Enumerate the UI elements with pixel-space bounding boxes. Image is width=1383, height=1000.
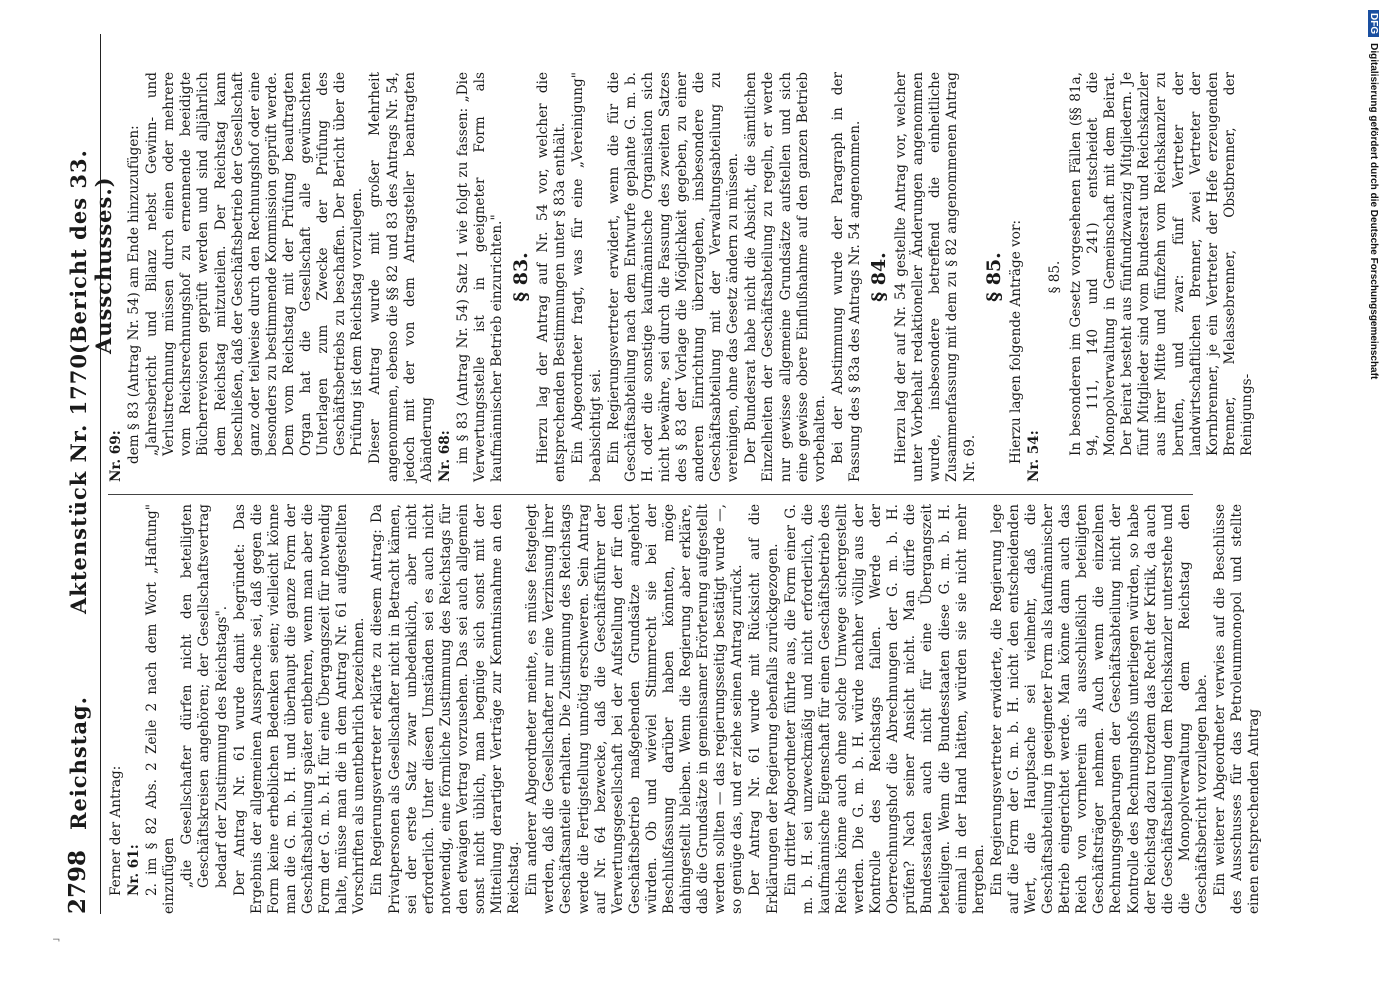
dfg-logo: DFG <box>1368 10 1379 37</box>
paragraph: Ein Regierungsvertreter erklärte zu diesem Antrag: Da Privatpersonen als Gesellschafter nicht in Betracht kämen, sei der erste Satz zwar unbedenklich, aber nicht erforderlich. Unter diesen Umständen sei es auch nicht notwendig, eine förmliche Zustimmung des Reichstags für den etwaigen Vertrag vorzusehen. Das sei auch allgemein sonst nicht üblich, man begnüge sich sonst mit der Mitteilung derartiger Verträge zur Kenntnisnahme an den Reichstag. <box>369 504 523 914</box>
left-column <box>108 504 1263 914</box>
paragraph: Der Antrag Nr. 61 wurde damit begründet: Das Ergebnis der allgemeinen Aussprache sei, daß gegen die Form keine erheblichen Bedenken seien; vielleicht könne man die G. m. b. H. und überhaupt die ganze Form der Geschäftsabteilung später entbehren, wenn man aber die Form der G. m. b. H. für eine Übergangszeit für notwendig halte, müsse man die in dem Antrag Nr. 61 aufgestellten Vorschriften als unentbehrlich bezeichnen. <box>231 504 368 914</box>
quoted-text: „die Gesellschafter dürfen nicht den beteiligten Geschäftskreisen angehören; der Gesellschaftsvertrag bedarf der Zustimmung des Reichstags". <box>179 504 230 888</box>
header-aktenstueck: Aktenstück Nr. 1770. <box>66 344 91 614</box>
page-number: 2798 <box>64 849 91 914</box>
motion-label: Nr. 61: <box>126 844 143 896</box>
right-column <box>108 72 1255 482</box>
paragraph: Dieser Antrag wurde mit großer Mehrheit angenommen, ebenso die §§ 82 und 83 des Antrags Nr. 54, jedoch mit der von dem Antragsteller beantragten Abänderung <box>367 72 435 482</box>
quoted-text: „Jahresbericht und Bilanz nebst Gewinn- und Verlustrechnung müssen durch einen oder mehrere vom Reichsrechnungshof zu ernennende beeidigte Bücherrevisoren geprüft werden und sind alljährlich dem Reichstag mitzuteilen. Der Reichstag kann beschließen, daß der Geschäftsbetrieb der Gesellschaft ganz oder teilweise durch den Rechnungshof oder eine besonders zu bestimmende Kommission geprüft werde. Dem vom Reichstag mit der Prüfung beauftragten Organ hat die Gesellschaft alle gewünschten Unterlagen zum Zwecke der Prüfung des Geschäftsbetriebs zu beschaffen. Der Bericht über die Prüfung ist dem Reichstag vorzulegen. <box>144 72 366 456</box>
paragraph: 2. im § 82 Abs. 2 Zeile 2 nach dem Wort „Haftung" einzufügen <box>144 504 178 914</box>
motion-label: Nr. 69: <box>108 430 124 482</box>
section-heading-83: § 83. <box>510 252 533 302</box>
motion-label: Nr. 54: <box>1025 430 1042 482</box>
column-divider <box>108 494 1193 495</box>
digitization-credit <box>1366 10 1380 995</box>
quoted-text: In besonderen im Gesetz vorgesehenen Fällen (§§ 81a, 94, 111, 140 und 241) entscheidet die Monopolverwaltung in Gemeinschaft mit dem Beirat. Der Beirat besteht aus fünfundzwanzig Mitgliedern. Je fünf Mitglieder sind vom Bundesrat und Reichskanzler aus ihrer Mitte und fünfzehn vom Reichskanzler zu berufen, und zwar: fünf Vertreter der landwirtschaftlichen Brenner, zwei Vertreter der Kornbrenner, je ein Vertreter der Hefe erzeugenden Brenner, Melassebrenner, Obstbrenner, der Reinigungs- <box>1067 72 1255 456</box>
header-bericht: (Bericht des 33. Ausschusses.) <box>66 149 116 354</box>
paragraph: Hierzu lagen folgende Anträge vor: <box>1007 219 1024 464</box>
margin-mark: ¬ <box>52 935 61 946</box>
paragraph: Der Antrag Nr. 61 wurde mit Rücksicht auf die Erklärungen der Regierung ebenfalls zurückgezogen. <box>747 504 781 914</box>
paragraph: Ein Regierungsvertreter erwiderte, die Regierung lege auf die Form der G. m. b. H. nicht den entscheidenden Wert, die Hauptsache sei vielmehr, daß die Geschäftsabteilung in geeigneter Form als kaufmännischer Betrieb eingerichtet werde. Man könne dann auch das Reich von vornherein als ausschließlich beteiligten Geschäftsträger nehmen. Auch wenn die einzelnen Rechnungsgebarungen der Geschäftsabteilung nicht der Kontrolle des Rechnungshofs unterliegen würden, so habe der Reichstag dazu trotzdem das Recht der Kritik, da auch die Geschäftsabteilung dem Reichskanzler unterstehe und die Monopolverwaltung dem Reichstag den Geschäftsbericht vorzulegen habe. <box>988 504 1210 914</box>
paragraph: im § 83 (Antrag Nr. 54) Satz 1 wie folgt zu fassen: „Die Verwertungsstelle ist in geeigneter Form als kaufmännischer Betrieb einzurichten." <box>454 72 506 482</box>
paragraph: Ferner der Antrag: <box>108 765 124 896</box>
motion-label: Nr. 68: <box>436 430 453 482</box>
paragraph: Ein Regierungsvertreter erwidert, wenn die für die Geschäftsabteilung nach dem Entwurfe geplante G. m. b. H. oder die sonstige kaufmännische Organisation sich nicht bewähre, sei durch die Fassung des zweiten Satzes des § 83 der Vorlage die Möglichkeit gegeben, zu einer anderen Einrichtung überzugehen, insbesondere die Geschäftsabteilung mit der Verwaltungsabteilung zu vereinigen, ohne das Gesetz ändern zu müssen. <box>605 72 742 482</box>
section-heading-84: § 84. <box>868 252 891 302</box>
quoted-section-number: § 85. <box>1046 260 1063 294</box>
paragraph: Ein weiterer Abgeordneter verwies auf die Beschlüsse des Ausschusses für das Petroleummonopol und stellte einen entsprechenden Antrag <box>1212 504 1263 914</box>
paragraph: Bei der Abstimmung wurde der Paragraph in der Fassung des § 83a des Antrags Nr. 54 angenommen. <box>829 72 863 482</box>
paragraph: Ein Abgeordneter fragt, was für eine „Vereinigung" beabsichtigt sei. <box>570 72 604 482</box>
paragraph: Hierzu lag der Antrag auf Nr. 54 vor, welcher die entsprechenden Bestimmungen unter § 83a enthält. <box>535 72 569 482</box>
paragraph: dem § 83 (Antrag Nr. 54) am Ende hinzuzufügen: <box>126 125 143 464</box>
paragraph: Der Bundesrat habe nicht die Absicht, die sämtlichen Einzelheiten der Geschäftsabteilung zu regeln, er werde nur gewisse allgemeine Grundsätze aufstellen und sich eine gewisse obere Einflußnahme auf den ganzen Betrieb vorbehalten. <box>743 72 828 482</box>
paragraph: Hierzu lag der auf Nr. 54 gestellte Antrag vor, welcher unter Vorbehalt redaktioneller Änderungen angenommen wurde, insbesondere betreffend die einheitliche Zusammenfassung mit dem zu § 82 angenommenen Antrag Nr. 69. <box>893 72 978 482</box>
header-reichstag: Reichstag. <box>66 696 91 830</box>
section-heading-85: § 85. <box>982 252 1005 302</box>
paragraph: Ein dritter Abgeordneter führte aus, die Form einer G. m. b. H. sei unzweckmäßig und nicht erforderlich, die kaufmännische Eigenschaft für einen Geschäftsbetrieb des Reichs könne auch ohne solche Umwege sichergestellt werden. Die G. m. b. H. würde nachher völlig aus der Kontrolle des Reichstags fallen. Werde der Oberrechnungshof die Abrechnungen der G. m. b. H. prüfen? Nach seiner Ansicht nicht. Man dürfe die Bundesstaaten auch nicht für eine Übergangszeit beteiligen. Wenn die Bundesstaaten diese G. m. b. H. einmal in der Hand hätten, würden sie sie nicht mehr hergeben. <box>782 504 987 914</box>
paragraph: Ein anderer Abgeordneter meinte, es müsse festgelegt werden, daß die Gesellschafter nur eine Verzinsung ihrer Geschäftsanteile erhalten. Die Zustimmung des Reichstags werde die Fertigstellung unnötig erschweren. Sein Antrag auf Nr. 64 bezwecke, daß die Geschäftsführer der Verwertungsgesellschaft bei der Aufstellung der für den Geschäftsbetrieb maßgebenden Grundsätze angehört würden. Ob und wieviel Stimmrecht sie bei der Beschlußfassung darüber haben könnten, möge dahingestellt bleiben. Wenn die Regierung aber erkläre, daß die Grundsätze in gemeinsamer Erörterung aufgestellt werden sollten — das regierungsseitig bestätigt wurde —, so genüge das, und er ziehe seinen Antrag zurück. <box>524 504 746 914</box>
digitization-credit-text: Digitalisierung gefördert durch die Deutsche Forschungsgemeinschaft <box>1368 43 1379 380</box>
